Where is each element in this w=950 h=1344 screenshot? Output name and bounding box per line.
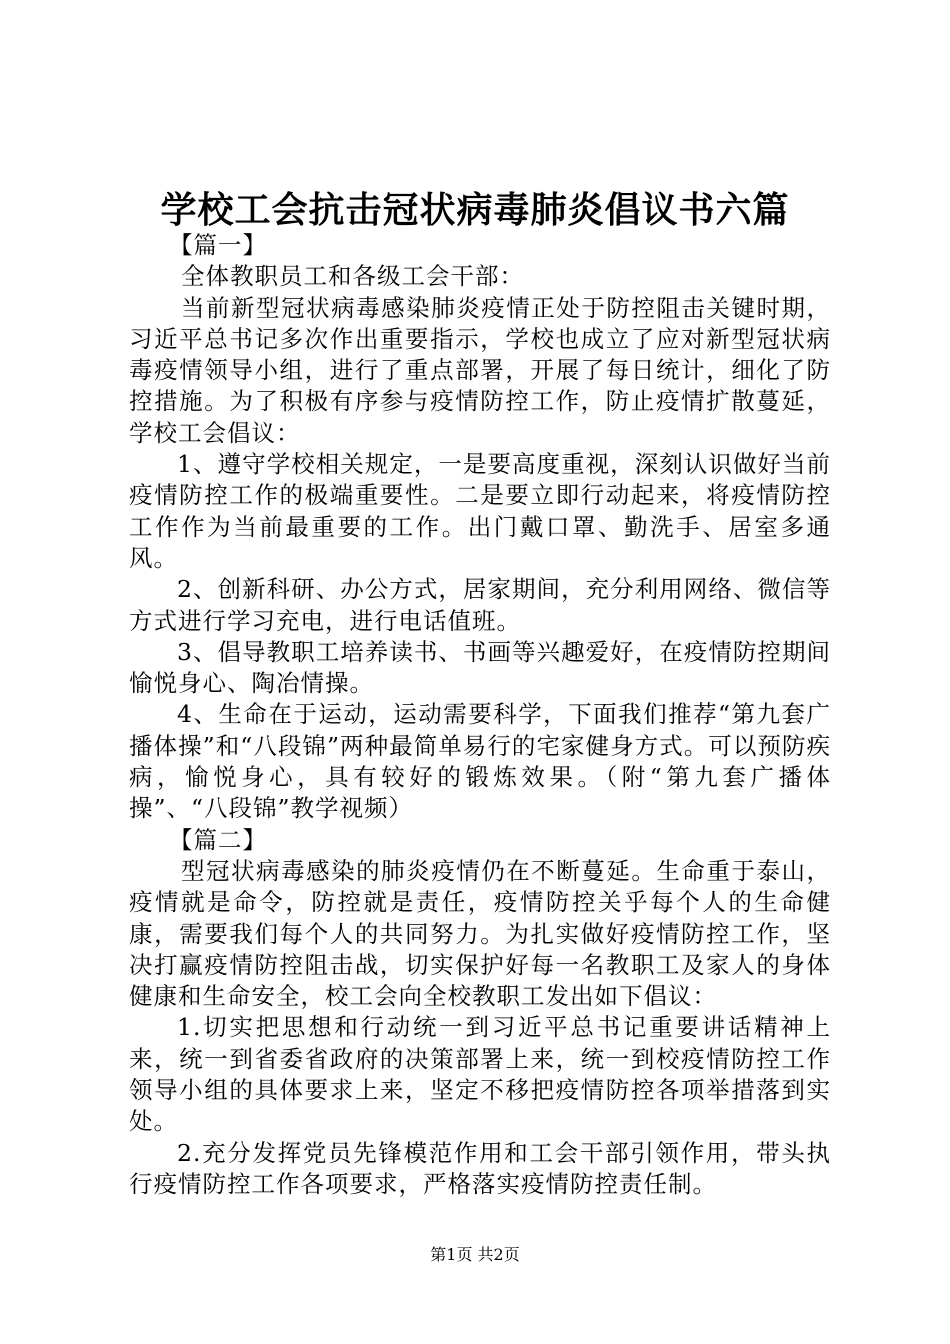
section-1-salutation: 全体教职员工和各级工会干部： [181,262,524,291]
section-2-item-1: 1.切实把思想和行动统一到习近平总书记重要讲话精神上来，统一到省委省政府的决策部署上来，统一到校疫情防控工作领导小组的具体要求上来，坚定不移把疫情防控各项举措落到实处。 [129,1013,831,1136]
section-1-item-4: 4、生命在于运动，运动需要科学，下面我们推荐“第九套广播体操”和“八段锦”两种最简单易行的宅家健身方式。可以预防疾病，愉悦身心，具有较好的锻炼效果。（附“第九套广播体操”、“八段锦”教学视频） [129,700,831,823]
section-1-item-3: 3、倡导教职工培养读书、书画等兴趣爱好，在疫情防控期间愉悦身心、陶冶情操。 [129,637,831,698]
section-1-item-2: 2、创新科研、办公方式，居家期间，充分利用网络、微信等方式进行学习充电，进行电话值班。 [129,575,831,635]
section-2-heading: 【篇二】 [169,825,267,854]
section-2-intro: 型冠状病毒感染的肺炎疫情仍在不断蔓延。生命重于泰山，疫情就是命令，防控就是责任，疫情防控关乎每个人的生命健康，需要我们每个人的共同努力。为扎实做好疫情防控工作，坚决打赢疫情防控阻击战，切实保护好每一名教职工及家人的身体健康和生命安全，校工会向全校教职工发出如下倡议： [129,856,831,1011]
section-2-item-2: 2.充分发挥党员先锋模范作用和工会干部引领作用，带头执行疫情防控工作各项要求，严格落实疫情防控责任制。 [129,1138,831,1198]
section-1-item-1: 1、遵守学校相关规定，一是要高度重视，深刻认识做好当前疫情防控工作的极端重要性。二是要立即行动起来，将疫情防控工作作为当前最重要的工作。出门戴口罩、勤洗手、居室多通风。 [129,450,831,572]
document-title: 学校工会抗击冠状病毒肺炎倡议书六篇 [160,189,790,231]
section-1-heading: 【篇一】 [169,231,267,259]
section-1-intro: 当前新型冠状病毒感染肺炎疫情正处于防控阻击关键时期，习近平总书记多次作出重要指示，学校也成立了应对新型冠状病毒疫情领导小组，进行了重点部署，开展了每日统计，细化了防控措施。为了积极有序参与疫情防控工作，防止疫情扩散蔓延，学校工会倡议： [129,293,831,447]
page-number-footer: 第1页 共2页 [430,1245,520,1264]
document-body [129,230,831,1200]
